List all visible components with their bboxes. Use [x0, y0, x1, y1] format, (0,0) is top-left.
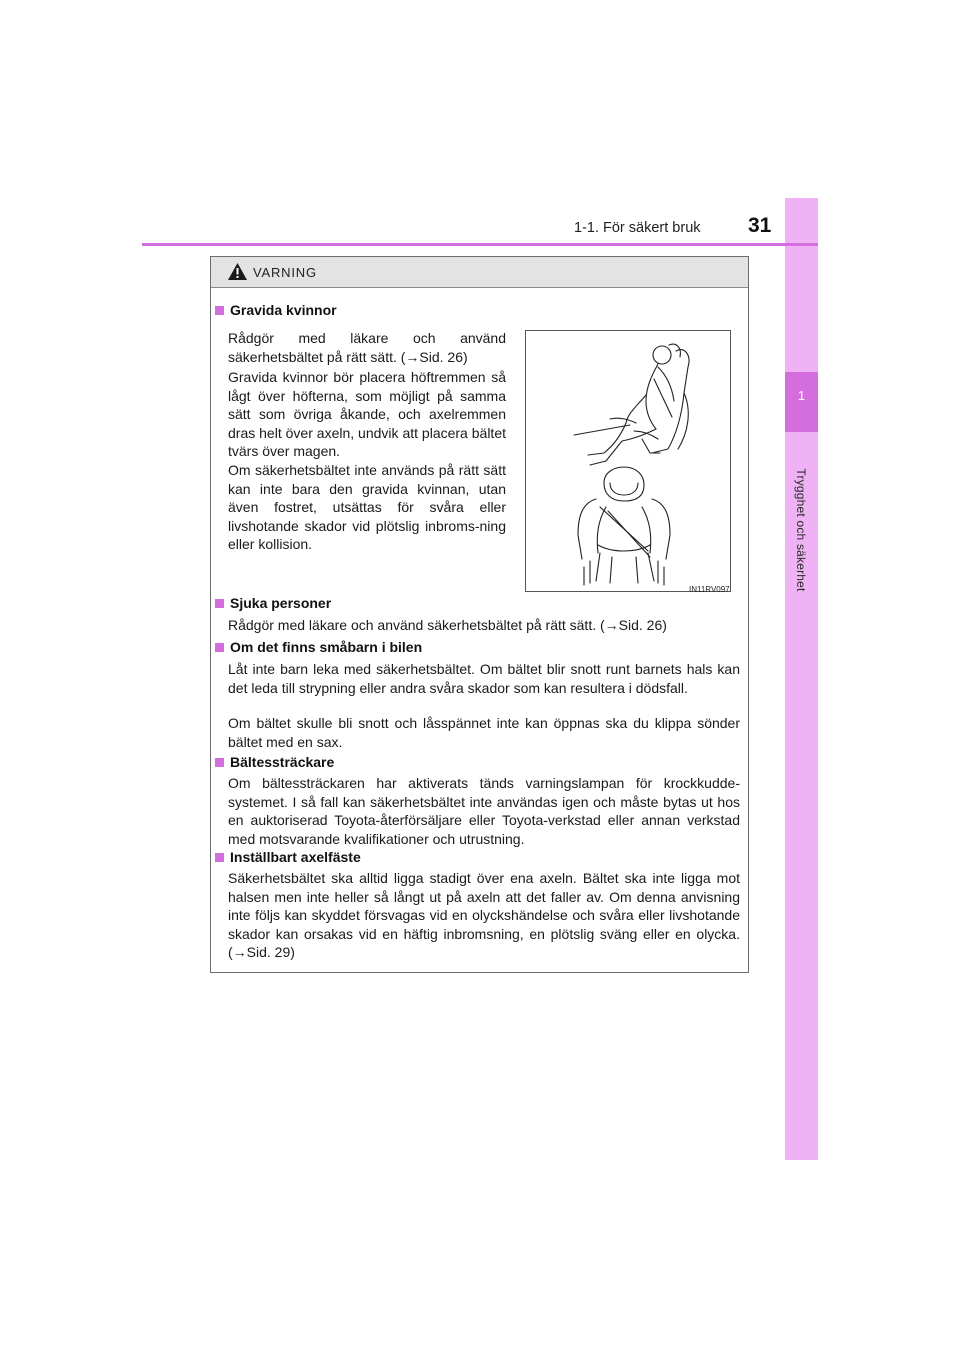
bullet-square — [215, 643, 224, 652]
heading-text: Inställbart axelfäste — [230, 849, 361, 865]
chapter-number: 1 — [797, 388, 806, 403]
paragraph: Rådgör med läkare och använd säkerhetsbältet på rätt sätt. (→Sid. 26) — [228, 617, 667, 633]
heading-baltesstrackare — [215, 754, 334, 770]
bullet-square — [215, 599, 224, 608]
side-tab — [785, 198, 818, 1160]
warning-header — [211, 257, 748, 288]
paragraph: Om bältessträckaren har aktiverats tänds varningslampan för krockkudde-systemet. I så fall kan säkerhetsbältet inte användas igen och måste bytas ut hos en auktoriserad Toyota-återförsäljare eller Toyota-verkstad eller annan verkstad med motsvarande kvalifikationer och utrustning. — [228, 775, 740, 847]
paragraph: Gravida kvinnor bör placera höftremmen så lågt över höfterna, som möjligt på samma sätt som övriga åkande, och axelremmen dras helt över axeln, undvik att placera bältet tvärs över magen. — [228, 369, 506, 459]
heading-text: Om det finns småbarn i bilen — [230, 639, 423, 655]
heading-text: Bältessträckare — [230, 754, 335, 770]
header-rule — [142, 243, 818, 246]
seatbelt-illustration — [525, 330, 731, 592]
paragraph: Rådgör med läkare och använd säkerhetsbältet på rätt sätt. (→Sid. 26) — [228, 330, 506, 365]
heading-text: Gravida kvinnor — [230, 302, 337, 318]
paragraph: Om säkerhetsbältet inte används på rätt sätt kan inte bara den gravida kvinnan, utan även fostret, utsättas för svåra eller livshotande skador vid plötslig inbroms-ning eller kollision. — [228, 462, 506, 552]
heading-gravida-kvinnor — [215, 302, 337, 318]
warning-triangle-icon — [227, 262, 248, 281]
heading-sjuka-personer — [215, 595, 331, 611]
page-number: 31 — [748, 214, 772, 237]
pregnant-woman-seatbelt-icon — [526, 331, 730, 591]
bullet-square — [215, 306, 224, 315]
section-title: 1-1. För säkert bruk — [574, 220, 701, 236]
bullet-square — [215, 853, 224, 862]
paragraph: Låt inte barn leka med säkerhetsbältet. Om bältet blir snott runt barnets hals kan det leda till strypning eller andra svåra skador som kan resultera i dödsfall. — [228, 661, 740, 696]
heading-smabarn — [215, 639, 422, 655]
figure-code: IN11RV097 — [689, 585, 730, 594]
paragraph: Säkerhetsbältet ska alltid ligga stadigt över ena axeln. Bältet ska inte ligga mot halsen men inte heller så långt ut på axeln att det faller av. Om denna anvisning inte följs kan skyddet försvagas vid en olyckshändelse och svåra eller livshotande skador kan orsakas vid en häftig inbromsning, en plötslig sväng eller en olycka. (→Sid. 29) — [228, 870, 740, 960]
heading-axelfaste — [215, 849, 361, 865]
warning-label: VARNING — [253, 265, 317, 280]
heading-text: Sjuka personer — [230, 595, 332, 611]
bullet-square — [215, 758, 224, 767]
warning-box — [210, 256, 749, 973]
chapter-title: Trygghet och säkerhet — [794, 468, 808, 592]
paragraph: Om bältet skulle bli snott och låsspännet inte kan öppnas ska du klippa sönder bältet med en sax. — [228, 715, 740, 750]
